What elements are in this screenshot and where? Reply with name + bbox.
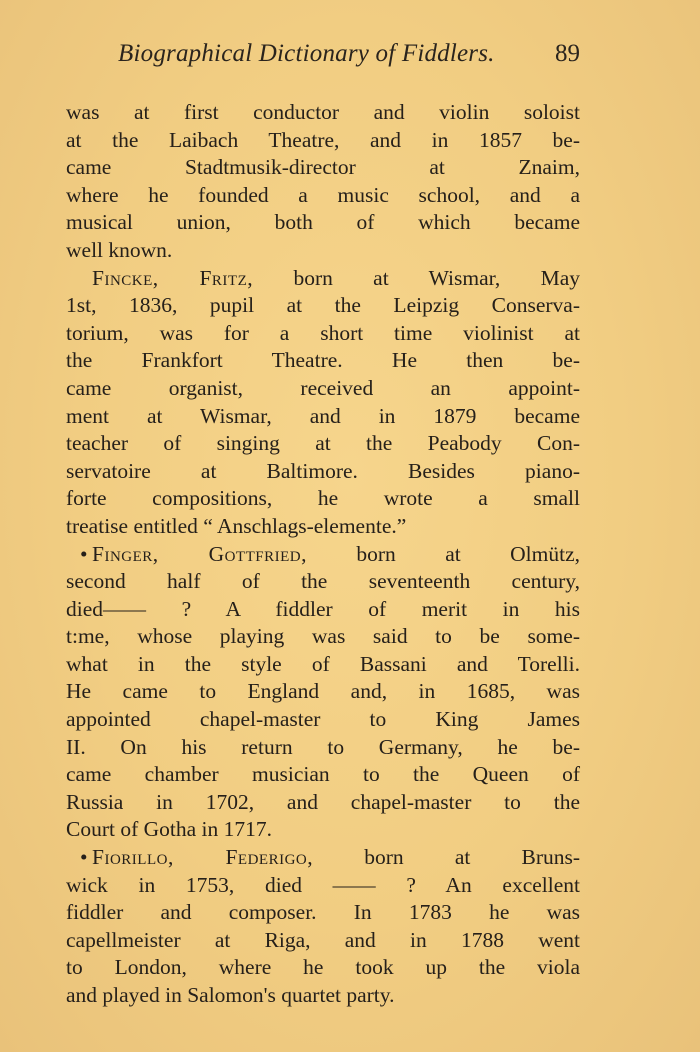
entry-name: Finger, Gottfried, <box>92 541 307 566</box>
text-line: t:me, whose playing was said to be some- <box>66 624 580 649</box>
text-line: well known. <box>66 237 173 262</box>
running-title: Biographical Dictionary of Fiddlers. <box>118 40 495 67</box>
text-line: He came to England and, in 1685, was <box>66 679 580 704</box>
entry-heading-line: • Finger, Gottfried, born at Olmütz, <box>80 541 581 566</box>
text-line: forte compositions, he wrote a small <box>66 486 580 511</box>
text-line: Court of Gotha in 1717. <box>66 817 273 842</box>
text-line: came organist, received an appoint- <box>66 375 580 400</box>
entry-lead-text: born at Bruns- <box>364 845 580 870</box>
text-line: to London, where he took up the viola <box>66 955 580 980</box>
text-line: appointed chapel-master to King James <box>66 707 580 732</box>
body-text <box>66 99 580 1010</box>
text-line: came Stadtmusik-director at Znaim, <box>66 155 580 180</box>
text-line: died—— ? A fiddler of merit in his <box>66 596 580 621</box>
text-line: ment at Wismar, and in 1879 became <box>66 403 580 428</box>
running-header <box>118 40 580 76</box>
entry-lead-text: born at Wismar, May <box>293 265 580 290</box>
page-number: 89 <box>555 40 580 67</box>
text-line: the Frankfort Theatre. He then be- <box>66 348 580 373</box>
text-line: treatise entitled “ Anschlags-elemente.” <box>66 513 407 538</box>
entry-name: Fincke, Fritz, <box>92 265 254 290</box>
text-line: second half of the seventeenth century, <box>66 569 580 594</box>
text-line: teacher of singing at the Peabody Con- <box>66 431 580 456</box>
text-line: came chamber musician to the Queen of <box>66 762 580 787</box>
text-line: and played in Salomon's quartet party. <box>66 983 395 1007</box>
text-line: Russia in 1702, and chapel-master to the <box>66 789 580 814</box>
text-line: what in the style of Bassani and Torelli. <box>66 651 580 676</box>
text-line: at the Laibach Theatre, and in 1857 be- <box>66 127 580 152</box>
text-line: II. On his return to Germany, he be- <box>66 734 580 759</box>
text-line: wick in 1753, died —— ? An excellent <box>66 872 580 897</box>
text-line: 1st, 1836, pupil at the Leipzig Conserva- <box>66 293 580 318</box>
text-line: where he founded a music school, and a <box>66 182 580 207</box>
text-line: was at first conductor and violin soloist <box>66 100 580 124</box>
text-line: torium, was for a short time violinist at <box>66 320 580 345</box>
entry-name: Fiorillo, Federigo, <box>92 845 314 870</box>
text-line: servatoire at Baltimore. Besides piano- <box>66 458 580 483</box>
text-line: fiddler and composer. In 1783 he was <box>66 900 580 925</box>
entry-heading-line <box>66 265 580 293</box>
entry-heading-line: • Fiorillo, Federigo, born at Bruns- <box>80 845 580 870</box>
text-line: capellmeister at Riga, and in 1788 went <box>66 927 580 952</box>
entry-lead-text: born at Olmütz, <box>356 541 581 566</box>
text-line: musical union, both of which became <box>66 210 580 235</box>
